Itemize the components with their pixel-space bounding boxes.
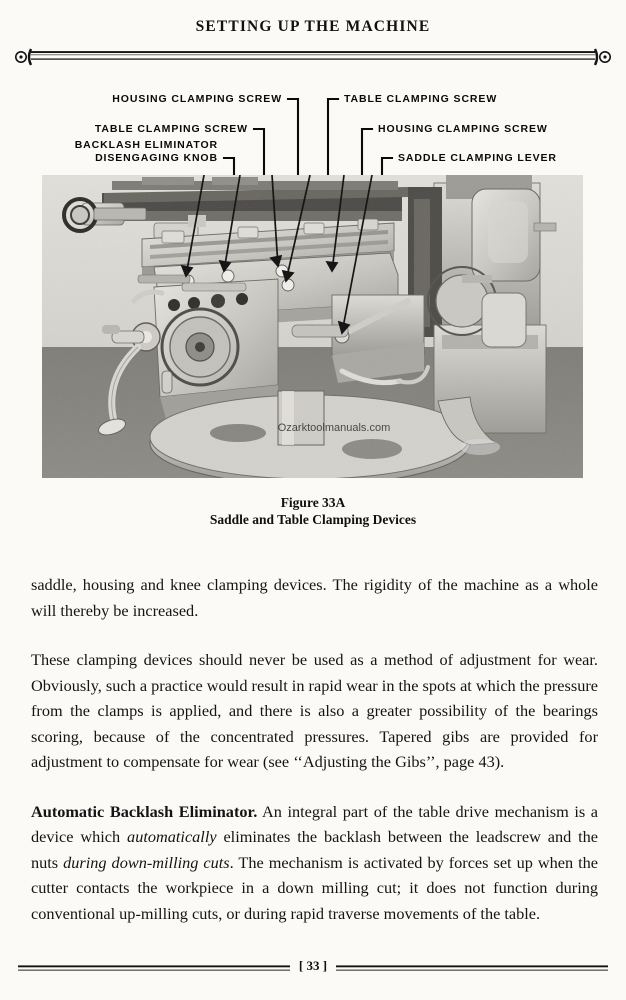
figure-33a [0,82,626,527]
callout-housing-clamping-screw-right: HOUSING CLAMPING SCREW [378,123,548,135]
callout-backlash-line-1: BACKLASH ELIMINATOR [74,139,218,151]
header-ornamental-rule [14,47,612,67]
paragraph-1: saddle, housing and knee clamping devices. The rigidity of the machine as a whole will thereby be increased. [31,575,598,620]
callout-table-clamping-screw-right: TABLE CLAMPING SCREW [344,93,498,105]
callout-saddle-clamping-lever: SADDLE CLAMPING LEVER [398,152,557,164]
callout-housing-clamping-screw-left: HOUSING CLAMPING SCREW [112,93,282,105]
machine-photograph [42,175,583,478]
figure-number: Figure 33A [280,495,346,510]
figure-title: Saddle and Table Clamping Devices [209,512,417,527]
callout-table-clamping-screw-left: TABLE CLAMPING SCREW [94,123,248,135]
paragraph-3 [31,799,598,927]
paragraph-3-text-c: . The mechanism is activated by forces set up when the cutter contacts the workpiece in a down milling cut; it does not function during conventional up-milling cuts, or during rapid traverse movements of the table. [31,852,598,923]
folio-bracket-right: ] [322,958,328,973]
run-in-heading: Automatic Backlash Eliminator. [31,801,258,821]
page-title: SETTING UP THE MACHINE [195,18,431,35]
paragraph-3-text-a: An integral part of the table drive mechanism is a device which [31,801,598,846]
paragraph-3-text-b: eliminates the backlash between the leadscrew and the nuts [31,827,598,872]
paragraph-3-italic-b: during down-milling cuts [63,852,230,872]
callout-backlash-line-2: DISENGAGING KNOB [95,152,218,164]
folio-bracket-left: [ [298,958,304,973]
photo-watermark: Ozarktoolmanuals.com [277,422,391,434]
folio-number: 33 [306,958,320,973]
page-folio [0,958,626,974]
figure-caption [0,494,626,528]
callout-backlash-eliminator-knob [46,139,218,165]
body-text [31,572,598,926]
paragraph-3-italic-a: automatically [127,827,217,846]
paragraph-2: These clamping devices should never be used as a method of adjustment for wear. Obviously, such a practice would result in rapid wear in the spots at which the pressure from the clamps is applied, and there is also a greater possibility of the bearings scoring, because of the concentrated pressures. Tapered gibs are provided for adjustment to compensate for wear (see ‘‘Adjusting the Gibs’’, page 43). [31,650,598,771]
